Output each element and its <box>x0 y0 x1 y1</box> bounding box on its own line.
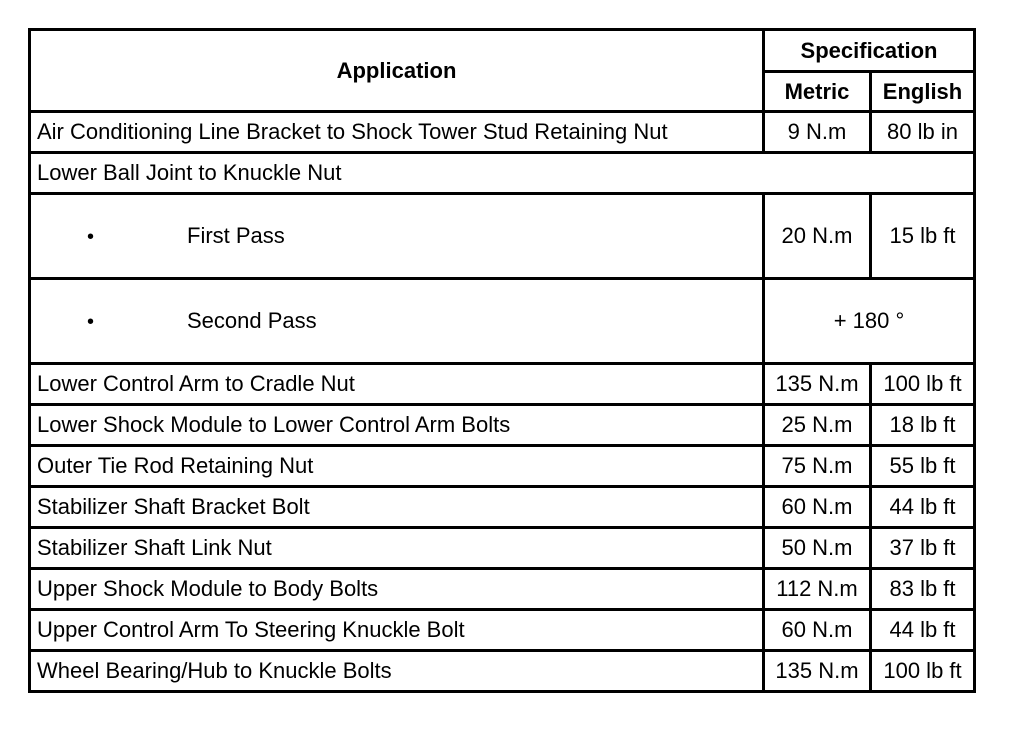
combined-spec-cell <box>764 279 975 364</box>
application-header: Application <box>30 30 764 112</box>
english-cell: 15 lb ft <box>871 194 975 279</box>
sub-step-label: Second Pass <box>187 308 317 333</box>
metric-cell: 25 N.m <box>764 405 871 446</box>
english-cell: 83 lb ft <box>871 569 975 610</box>
metric-cell: 20 N.m <box>764 194 871 279</box>
table-row <box>30 364 975 405</box>
table-row <box>30 528 975 569</box>
metric-cell: 75 N.m <box>764 446 871 487</box>
application-cell: Upper Control Arm To Steering Knuckle Bolt <box>30 610 764 651</box>
table-row <box>30 405 975 446</box>
application-cell: Stabilizer Shaft Bracket Bolt <box>30 487 764 528</box>
application-cell: Wheel Bearing/Hub to Knuckle Bolts <box>30 651 764 692</box>
table-row <box>30 487 975 528</box>
metric-cell: 9 N.m <box>764 112 871 153</box>
table-row <box>30 446 975 487</box>
english-cell: 55 lb ft <box>871 446 975 487</box>
metric-cell: 112 N.m <box>764 569 871 610</box>
table-row <box>30 651 975 692</box>
metric-cell: 50 N.m <box>764 528 871 569</box>
header-row-1 <box>30 30 975 72</box>
table-row <box>30 610 975 651</box>
metric-cell: 135 N.m <box>764 651 871 692</box>
application-cell: Stabilizer Shaft Link Nut <box>30 528 764 569</box>
table-row <box>30 194 975 279</box>
table-row <box>30 153 975 194</box>
specification-header: Specification <box>764 30 975 72</box>
english-header: English <box>871 72 975 112</box>
table-row <box>30 569 975 610</box>
english-cell: 44 lb ft <box>871 610 975 651</box>
application-cell: Air Conditioning Line Bracket to Shock Tower Stud Retaining Nut <box>30 112 764 153</box>
metric-cell: 60 N.m <box>764 610 871 651</box>
application-cell: Upper Shock Module to Body Bolts <box>30 569 764 610</box>
application-cell: Lower Ball Joint to Knuckle Nut <box>30 153 975 194</box>
torque-spec-table <box>28 28 976 693</box>
metric-header: Metric <box>764 72 871 112</box>
sub-step-label: First Pass <box>187 223 285 248</box>
application-cell <box>30 279 764 364</box>
metric-cell: 60 N.m <box>764 487 871 528</box>
bullet-marker: • <box>87 226 95 248</box>
english-cell: 100 lb ft <box>871 364 975 405</box>
table-row <box>30 112 975 153</box>
english-cell: 80 lb in <box>871 112 975 153</box>
application-cell: Lower Control Arm to Cradle Nut <box>30 364 764 405</box>
application-cell <box>30 194 764 279</box>
english-cell: 37 lb ft <box>871 528 975 569</box>
metric-cell: 135 N.m <box>764 364 871 405</box>
application-cell: Lower Shock Module to Lower Control Arm Bolts <box>30 405 764 446</box>
angle-value: + 180 ° <box>833 308 905 333</box>
application-cell: Outer Tie Rod Retaining Nut <box>30 446 764 487</box>
table-row <box>30 279 975 364</box>
english-cell: 44 lb ft <box>871 487 975 528</box>
english-cell: 100 lb ft <box>871 651 975 692</box>
bullet-marker: • <box>87 311 95 333</box>
english-cell: 18 lb ft <box>871 405 975 446</box>
